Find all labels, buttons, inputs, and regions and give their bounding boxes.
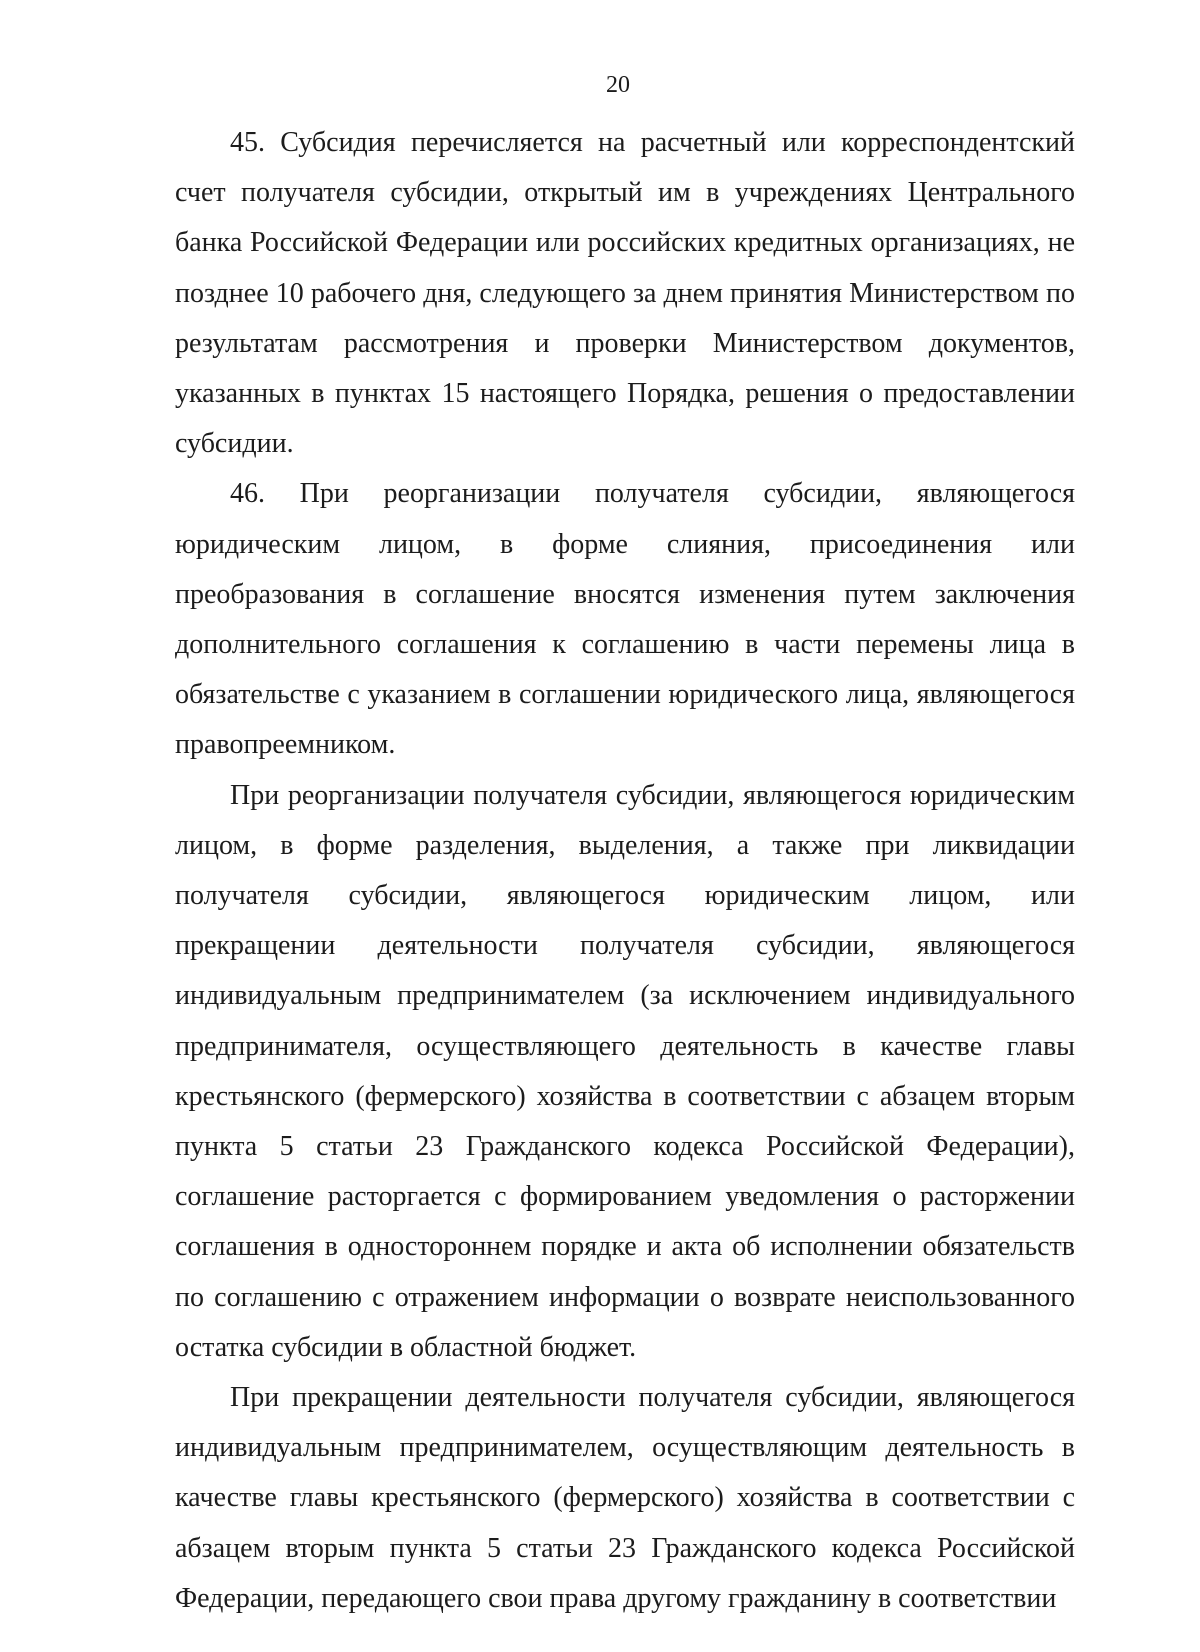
- paragraph-45: 45. Субсидия перечисляется на расчетный или корреспондентский счет получателя субсидии, открытый им в учреждениях Центрального банка Российской Федерации или российских кредитных организациях, не позднее 10 рабочего дня, следующего за днем принятия Министерством по результатам рассмотрения и проверки Министерством документов, указанных в пунктах 15 настоящего Порядка, решения о предоставлении субсидии.: [175, 127, 1075, 460]
- document-body: [175, 118, 1075, 1624]
- paragraph-46: 46. При реорганизации получателя субсидии, являющегося юридическим лицом, в форме слияния, присоединения или преобразования в соглашение вносятся изменения путем заключения дополнительного соглашения к соглашению в части перемены лица в обязательстве с указанием в соглашении юридического лица, являющегося правопреемником.: [175, 478, 1075, 761]
- paragraph-reorganization: При реорганизации получателя субсидии, являющегося юридическим лицом, в форме разделения, выделения, а также при ликвидации получателя субсидии, являющегося юридическим лицом, или прекращении деятельности получателя субсидии, являющегося индивидуальным предпринимателем (за исключением индивидуального предпринимателя, осуществляющего деятельность в качестве главы крестьянского (фермерского) хозяйства в соответствии с абзацем вторым пункта 5 статьи 23 Гражданского кодекса Российской Федерации), соглашение расторгается с формированием уведомления о расторжении соглашения в одностороннем порядке и акта об исполнении обязательств по соглашению с отражением информации о возврате неиспользованного остатка субсидии в областной бюджет.: [175, 779, 1075, 1363]
- paragraph-termination: При прекращении деятельности получателя субсидии, являющегося индивидуальным предпринимателем, осуществляющим деятельность в качестве главы крестьянского (фермерского) хозяйства в соответствии с абзацем вторым пункта 5 статьи 23 Гражданского кодекса Российской Федерации, передающего свои права другому гражданину в соответствии: [175, 1382, 1075, 1614]
- page-number: 20: [606, 72, 630, 98]
